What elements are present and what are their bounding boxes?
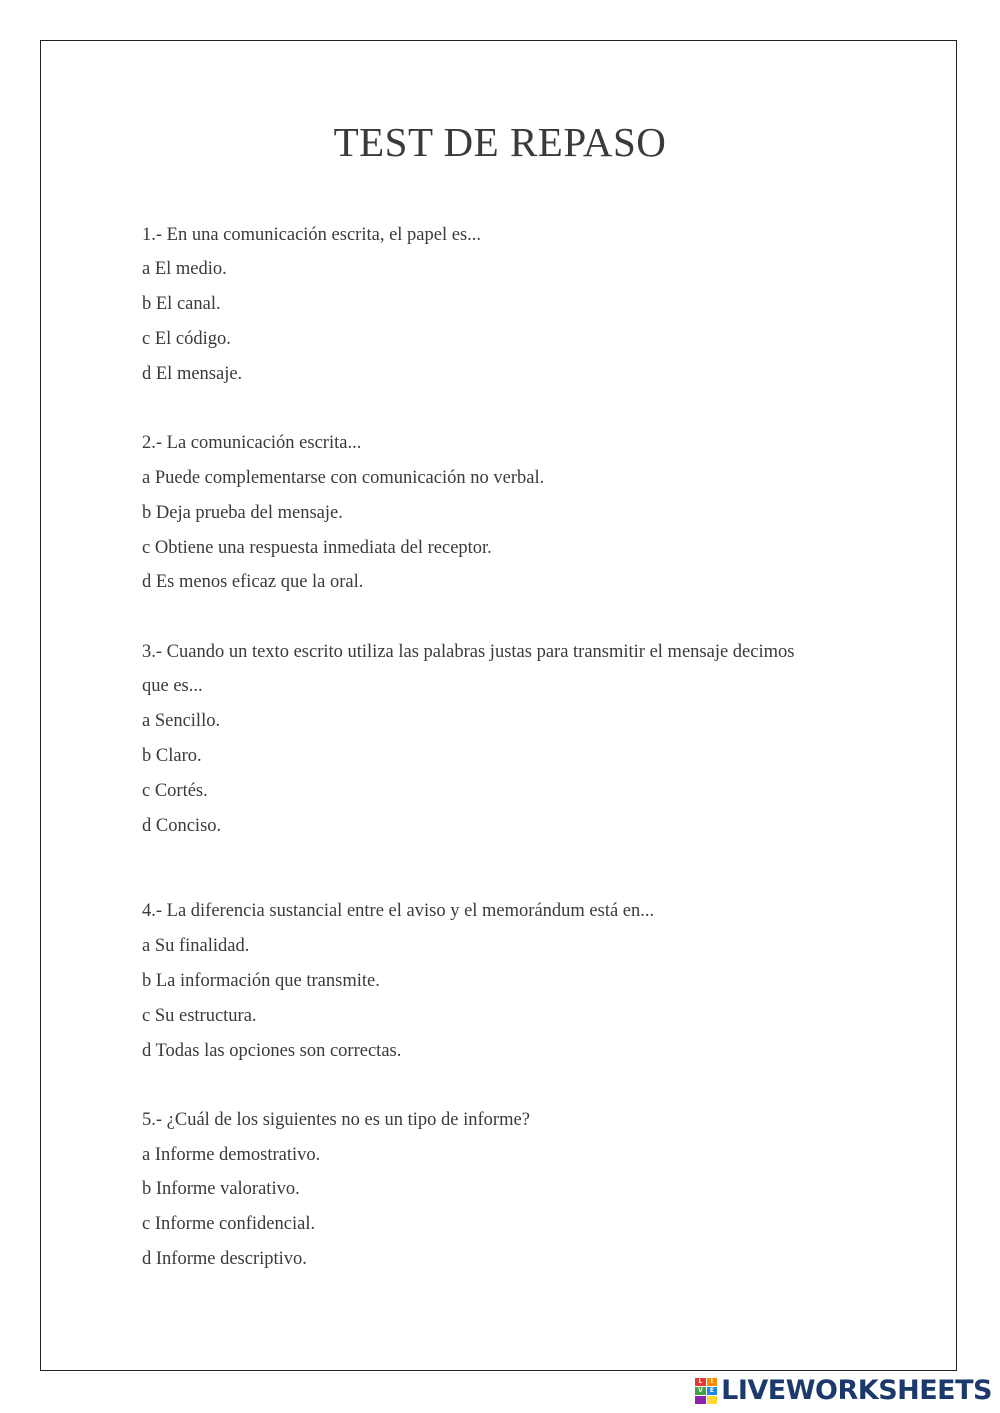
question-4-option-d[interactable]: d Todas las opciones son correctas.: [142, 1041, 402, 1061]
question-1-option-d[interactable]: d El mensaje.: [142, 364, 243, 384]
badge-cell: L: [695, 1378, 706, 1386]
question-2-option-c[interactable]: c Obtiene una respuesta inmediata del receptor.: [142, 538, 492, 558]
question-2-prompt: 2.- La comunicación escrita...: [142, 433, 362, 453]
badge-cell: V: [695, 1387, 706, 1395]
question-5-option-c[interactable]: c Informe confidencial.: [142, 1214, 316, 1234]
badge-cell: I: [707, 1378, 718, 1386]
question-4-option-b[interactable]: b La información que transmite.: [142, 971, 380, 991]
question-1-option-b[interactable]: b El canal.: [142, 294, 221, 314]
question-2-option-d[interactable]: d Es menos eficaz que la oral.: [142, 572, 364, 592]
question-3-option-d[interactable]: d Conciso.: [142, 816, 222, 836]
question-4-prompt: 4.- La diferencia sustancial entre el aviso y el memorándum está en...: [142, 901, 655, 921]
question-3-option-a[interactable]: a Sencillo.: [142, 711, 221, 731]
question-1-option-c[interactable]: c El código.: [142, 329, 231, 349]
question-5-prompt: 5.- ¿Cuál de los siguientes no es un tipo de informe?: [142, 1110, 530, 1130]
question-3-prompt: 3.- Cuando un texto escrito utiliza las palabras justas para transmitir el mensaje decimos: [142, 642, 795, 662]
page-title: TEST DE REPASO: [333, 119, 667, 165]
question-2-option-b[interactable]: b Deja prueba del mensaje.: [142, 503, 343, 523]
question-5-option-b[interactable]: b Informe valorativo.: [142, 1179, 300, 1199]
question-4-option-a[interactable]: a Su finalidad.: [142, 936, 250, 956]
question-2-option-a[interactable]: a Puede complementarse con comunicación no verbal.: [142, 468, 545, 488]
badge-cell: [695, 1396, 706, 1404]
question-1-option-a[interactable]: a El medio.: [142, 259, 227, 279]
liveworksheets-logo: [695, 1373, 992, 1409]
logo-text: LIVEWORKSHEETS: [721, 1375, 992, 1406]
badge-cell: E: [707, 1387, 718, 1395]
question-5-option-a[interactable]: a Informe demostrativo.: [142, 1145, 321, 1165]
question-3-prompt-continued: que es...: [142, 676, 203, 696]
question-3-option-c[interactable]: c Cortés.: [142, 781, 208, 801]
question-4-option-c[interactable]: c Su estructura.: [142, 1006, 257, 1026]
question-3-option-b[interactable]: b Claro.: [142, 746, 202, 766]
logo-badge-icon: [695, 1378, 717, 1404]
question-5-option-d[interactable]: d Informe descriptivo.: [142, 1249, 307, 1269]
badge-cell: [707, 1396, 718, 1404]
question-1-prompt: 1.- En una comunicación escrita, el papel es...: [142, 225, 482, 245]
